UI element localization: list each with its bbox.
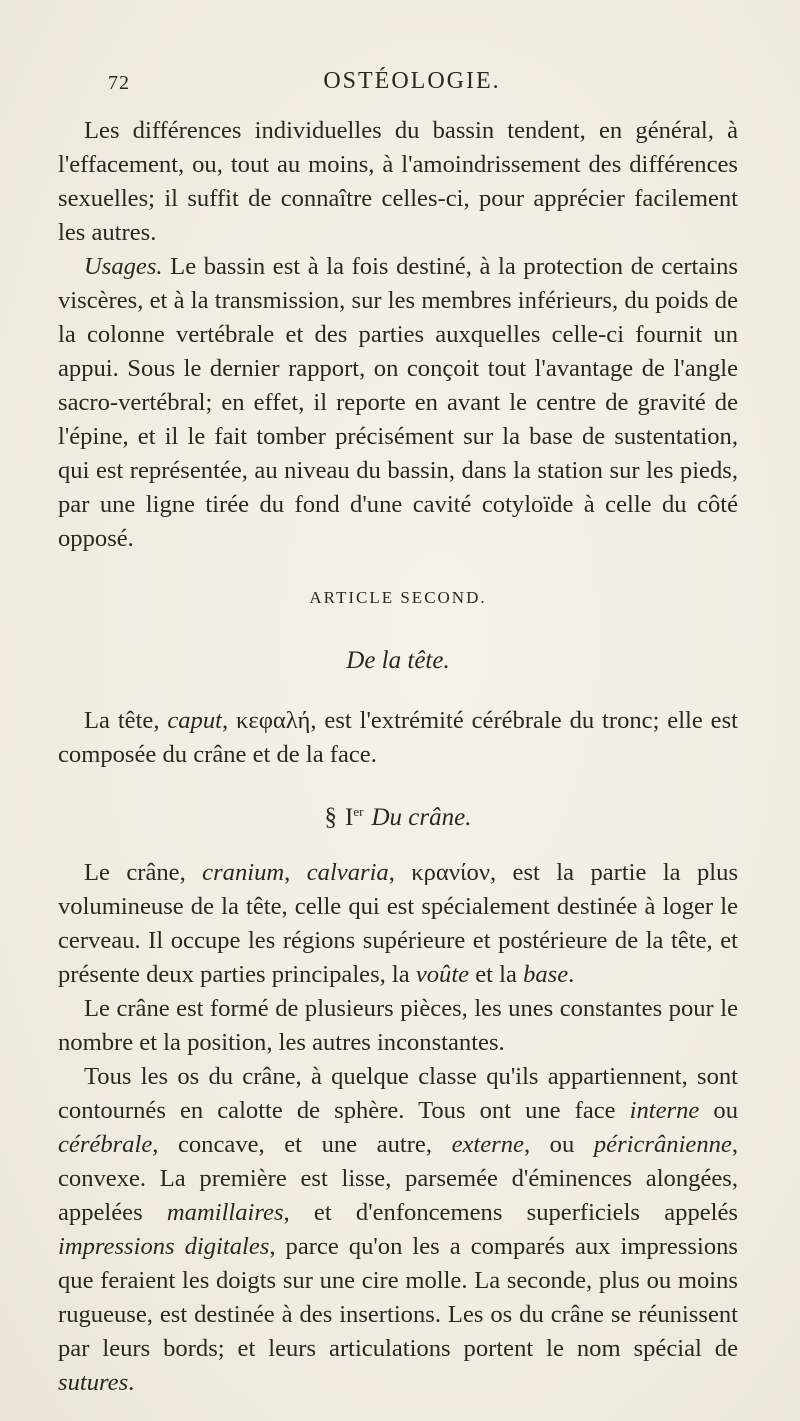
text-run: , ou [523, 1131, 594, 1158]
text-block [58, 114, 738, 1400]
paragraph-crane [58, 856, 738, 992]
subsection-heading [58, 795, 738, 835]
text-run: , convexe. La première est lisse, parsemée d'éminences alongées, appelées [58, 1131, 738, 1226]
term-sutures: sutures [58, 1369, 129, 1396]
article-heading: ARTICLE SECOND. [309, 588, 487, 607]
latin-term-caput: caput [167, 707, 222, 734]
text-run: . [568, 961, 575, 988]
text-run: , et d'enfoncemens superficiels appelés [283, 1199, 738, 1226]
section-heading: De la tête. [346, 647, 450, 674]
text-run: , [284, 859, 307, 886]
term-base: base [523, 961, 569, 988]
paragraph-usages [58, 250, 738, 556]
usages-text: Le bassin est à la fois destiné, à la protection de certains viscères, et à la transmission, sur les membres inférieurs, du poids de la colonne vertébrale et des parties auxquelles celle-ci fournit un appui. Sous le dernier rapport, on conçoit tout l'avantage de l'angle sacro-vertébral; en effet, il reporte en avant le centre de gravité de l'épine, et il le fait tomber précisément sur la base de sustentation, qui est représentée, au niveau du bassin, dans la station sur les pieds, par une ligne tirée du fond d'une cavité cotyloïde à celle du côté opposé. [58, 253, 738, 552]
section-sign: § [324, 804, 338, 831]
text-run: La tête, [84, 707, 168, 734]
text-run: . [128, 1369, 135, 1396]
term-cerebrale: cérébrale, [58, 1131, 159, 1158]
subsection-number: I [345, 804, 354, 831]
text-run: et la [469, 961, 524, 988]
paragraph-bassin-differences: Les différences individuelles du bassin tendent, en général, à l'effacement, ou, tout au moins, à l'amoindrissement des différences sexuelles; il suffit de connaître celles-ci, pour apprécier facilement les autres. [58, 117, 738, 246]
text-run: Tous les os du crâne, à quelque classe qu'ils appartiennent, sont contournés en calotte de sphère. Tous ont une face [58, 1063, 738, 1124]
text-run: ou [699, 1097, 738, 1124]
page-number: 72 [108, 72, 130, 94]
text-run: , κεφαλή, est l'extrémité cérébrale du tronc; elle est composée du crâne et de la face. [58, 707, 738, 768]
term-impressions-digitales: impressions digitales [58, 1233, 270, 1260]
term-mamillaires: mamillaires [166, 1199, 284, 1226]
paragraph-os-du-crane [58, 1060, 738, 1400]
term-pericranienne: péricrânienne [593, 1131, 732, 1158]
paragraph-tete [58, 704, 738, 772]
term-interne: interne [629, 1097, 700, 1124]
text-run: concave, et une autre, [158, 1131, 452, 1158]
term-externe: externe [451, 1131, 524, 1158]
latin-term-cranium: cranium [202, 859, 285, 886]
latin-term-calvaria: calvaria [306, 859, 389, 886]
text-run: , parce qu'on les a comparés aux impressions que feraient les doigts sur une cire molle. La seconde, plus ou moins rugueuse, est destinée à des insertions. Les os du crâne se réunissent par leurs bords; et leurs articulations portent le nom spécial de [58, 1233, 738, 1362]
usages-label: Usages. [84, 253, 163, 280]
text-run: , κρανίον, est la partie la plus volumineuse de la tête, celle qui est spécialement destinée à loger le cerveau. Il occupe les régions supérieure et postérieure de la tête, et présente deux parties principales, la [58, 859, 739, 988]
text-run: Le crâne, [84, 859, 203, 886]
subsection-name: Du crâne. [371, 804, 472, 831]
paragraph-crane-pieces: Le crâne est formé de plusieurs pièces, les unes constantes pour le nombre et la position, les autres inconstantes. [58, 995, 738, 1056]
term-voute: voûte [415, 961, 470, 988]
subsection-ordinal: er [353, 804, 364, 819]
running-head [72, 60, 752, 100]
running-title: OSTÉOLOGIE. [323, 68, 501, 94]
